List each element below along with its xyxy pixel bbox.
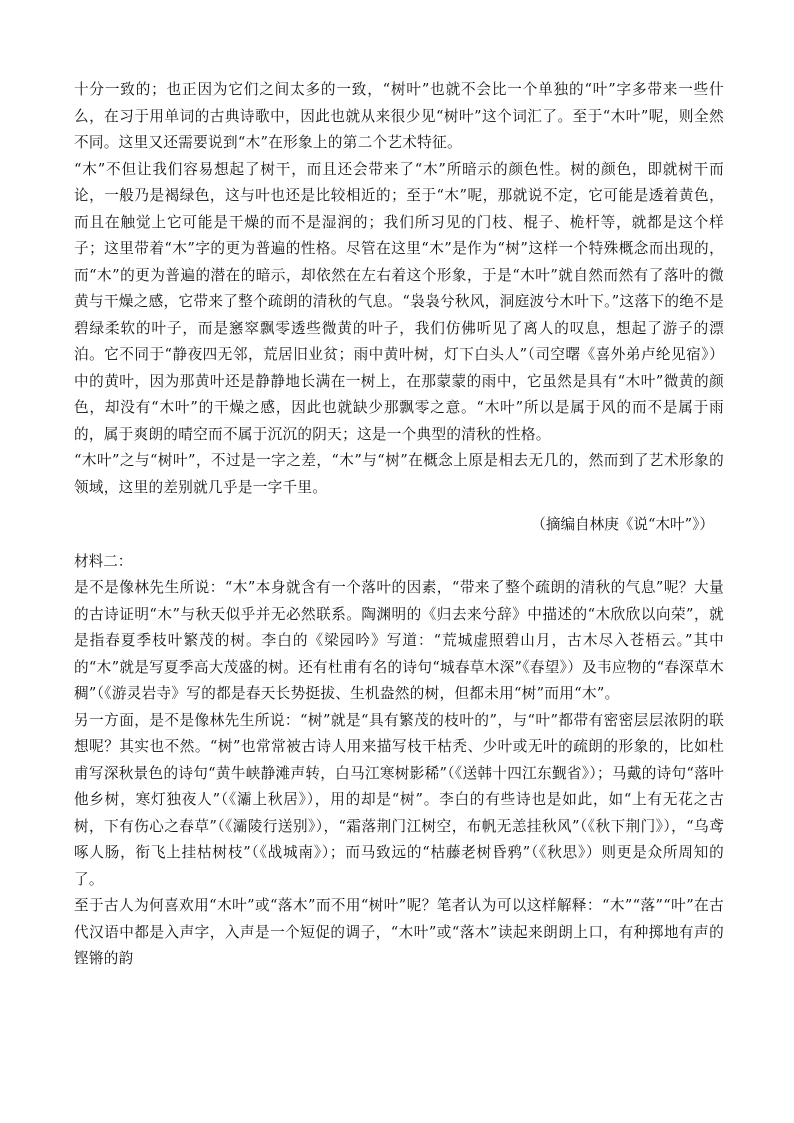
paragraph: 另一方面，是不是像林先生所说：“树”就是“具有繁茂的枝叶的”，与“叶”都带有密密层层浓阴的联想呢？其实也不然。“树”也常常被古诗人用来描写枝干枯秃、少叶或无叶的疏朗的形象的，比如杜甫写深秋景色的诗句“黄牛峡静滩声转，白马江寒树影稀”（《送韩十四江东觐省》）；马戴的诗句“落叶他乡树，寒灯独夜人”（《灞上秋居》），用的却是“树”。李白的有些诗也是如此，如“上有无花之古树，下有伤心之春草”（《灞陵行送别》），“霜落荆门江树空，布帆无恙挂秋风”（《秋下荆门》），“乌鸢啄人肠，衔飞上挂枯树枝”（《战城南》）；而马致远的“枯藤老树昏鸦”（《秋思》）则更是众所周知的了。 (74, 711, 724, 888)
document-body (74, 77, 724, 973)
paragraph: 至于古人为何喜欢用“木叶”或“落木”而不用“树叶”呢？笔者认为可以这样解释：“木”“落”“叶”在古代汉语中都是入声字，入声是一个短促的调子，“木叶”或“落木”读起来朗朗上口，有种掷地有声的铿锵的韵 (74, 897, 724, 967)
source-citation: （摘编自林庚《说“木叶”》） (531, 516, 714, 533)
paragraph: 是不是像林先生所说：“木”本身就含有一个落叶的因素，“带来了整个疏朗的清秋的气息”呢？大量的古诗证明“木”与秋天似乎并无必然联系。陶渊明的《归去来兮辞》中描述的“木欣欣以向荣”，就是指春夏季枝叶繁茂的树。李白的《梁园吟》写道：“荒城虚照碧山月，古木尽入苍梧云。”其中的“木”就是写夏季高大茂盛的树。还有杜甫有名的诗句“城春草木深”《春望》）及韦应物的“春深草木稠”（《游灵岩寺》写的都是春天长势挺拔、生机盎然的树，但都未用“树”而用“木”。 (74, 579, 724, 702)
paragraph: 十分一致的；也正因为它们之间太多的一致，“树叶”也就不会比一个单独的“叶”字多带来一些什么，在习于用单词的古典诗歌中，因此也就从来很少见“树叶”这个词汇了。至于“木叶”呢，则全然不同。这里又还需要说到“木”在形象上的第二个艺术特征。 (74, 81, 724, 151)
section-heading: 材料二： (74, 552, 133, 570)
paragraph: “木”不但让我们容易想起了树干，而且还会带来了“木”所暗示的颜色性。树的颜色，即就树干而论，一般乃是褐绿色，这与叶也还是比较相近的；至于“木”呢，那就说不定，它可能是透着黄色，而且在触觉上它可能是干燥的而不是湿润的；我们所习见的门枝、棍子、桅杆等，就都是这个样子；这里带着“木”字的更为普遍的性格。尽管在这里“木”是作为“树”这样一个特殊概念而出现的，而“木”的更为普遍的潜在的暗示，却依然在左右着这个形象，于是“木叶”就自然而然有了落叶的微黄与干燥之感，它带来了整个疏朗的清秋的气息。“袅袅兮秋风，洞庭波兮木叶下。”这落下的绝不是碧绿柔软的叶子，而是窸窣飘零透些微黄的叶子，我们仿佛听见了离人的叹息，想起了游子的漂泊。它不同于“静夜四无邻，荒居旧业贫；雨中黄叶树，灯下白头人”（司空曙《喜外弟卢纶见宿》）中的黄叶，因为那黄叶还是静静地长满在一树上，在那蒙蒙的雨中，它虽然是具有“木叶”微黄的颜色，却没有“木叶”的干燥之感，因此也就缺少那飘零之意。“木叶”所以是属于风的而不是属于雨的，属于爽朗的晴空而不属于沉沉的阴天；这是一个典型的清秋的性格。 (74, 160, 724, 443)
paragraph: “木叶”之与“树叶”，不过是一字之差，“木”与“树”在概念上原是相去无几的，然而到了艺术形象的领域，这里的差别就几乎是一字千里。 (74, 452, 724, 496)
